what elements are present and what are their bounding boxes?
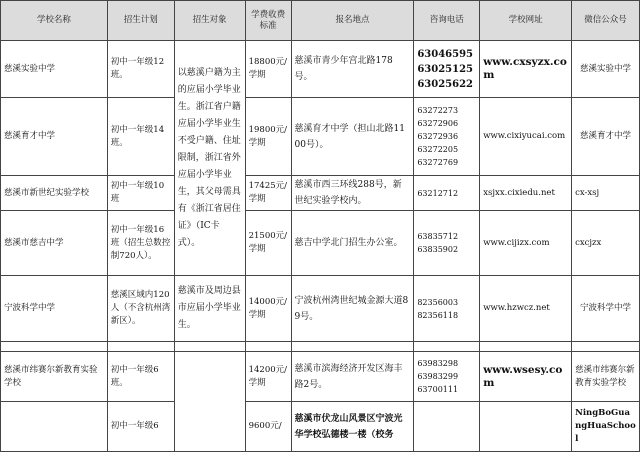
school-website[interactable]: www.cxsyzx.com [480,41,572,98]
school-website[interactable] [480,402,572,452]
table-row [1,176,640,211]
table-row [1,352,640,402]
phone-number: 63272769 [417,158,459,167]
enrollment-plan: 初中一年级6 [107,402,174,452]
phone-number: 63272906 [417,119,459,128]
school-website[interactable]: xsjxx.cixiedu.net [480,176,572,211]
tuition-fee: 14200元/学期 [245,352,291,402]
phone-number: 63212712 [414,176,480,211]
phone-list [414,211,480,276]
gap-cell [480,342,572,352]
tuition-fee: 17425元/学期 [245,176,291,211]
registration-address: 慈溪市青少年宫北路178号。 [291,41,414,98]
school-website[interactable]: www.cijizx.com [480,211,572,276]
gap-cell [1,342,108,352]
tuition-fee: 18800元/学期 [245,41,291,98]
school-website[interactable]: www.cixiyucai.com [480,98,572,176]
phone-number: 63983298 [417,359,459,368]
gap-cell [414,342,480,352]
registration-address: 慈溪市伏龙山风景区宁波光华学校弘德楼一楼（校务 [291,402,414,452]
phone-list [414,402,480,452]
gap-cell [107,342,174,352]
phone-number: 63835712 [417,232,459,241]
wechat-account: cx-xsj [572,176,640,211]
phone-number: 82356118 [417,310,459,320]
enrollment-target-shared: 以慈溪户籍为主的应届小学毕业生。浙江省户籍应届小学毕业生不受户籍、住址限制，浙江省外应届小学毕业生，其父母需具有《浙江省居住证》（IC卡式）。 [174,41,245,276]
phone-number: 63835902 [417,245,459,254]
phone-number: 63272273 [417,106,459,115]
phone-number: 63046595 [417,48,474,60]
header-row [1,1,640,41]
enrollment-plan: 初中一年级16班（招生总数控制720人）。 [107,211,174,276]
gap-cell [245,342,291,352]
wechat-account: 慈溪市纬赛尔新教育实验学校 [572,352,640,402]
phone-list [414,276,480,342]
wechat-account: 慈溪实验中学 [572,41,640,98]
gap-cell [174,342,245,352]
school-website[interactable]: www.wsesy.com [480,352,572,402]
school-name: 慈溪育才中学 [1,98,108,176]
wechat-account: 宁波科学中学 [572,276,640,342]
phone-list [414,41,480,98]
tuition-fee: 19800元/学期 [245,98,291,176]
table-row [1,98,640,176]
phone-list [414,98,480,176]
table-row [1,41,640,98]
registration-address: 慈溪市西三环线288号，新世纪实验学校内。 [291,176,414,211]
tuition-fee: 21500元/学期 [245,211,291,276]
enrollment-plan: 初中一年级14班。 [107,98,174,176]
header-wechat: 微信公众号 [572,1,640,41]
enrollment-target: 慈溪市及周边县市应届小学毕业生。 [174,276,245,342]
phone-list [414,352,480,402]
registration-address: 宁波杭州湾世纪城金源大道89号。 [291,276,414,342]
enrollment-plan: 初中一年级10班 [107,176,174,211]
registration-address: 慈溪育才中学（担山北路1100号）。 [291,98,414,176]
header-plan: 招生计划 [107,1,174,41]
tuition-fee: 9600元/ [245,402,291,452]
tuition-fee: 14000元/学期 [245,276,291,342]
wechat-account: NingBoGuangHuaSchool [572,402,640,452]
gap-cell [572,342,640,352]
table-gap [1,342,640,352]
enrollment-plan: 初中一年级12班。 [107,41,174,98]
school-name: 慈溪实验中学 [1,41,108,98]
registration-address: 慈溪市滨海经济开发区海丰路2号。 [291,352,414,402]
header-target: 招生对象 [174,1,245,41]
header-address: 报名地点 [291,1,414,41]
phone-number: 63983299 [417,372,459,381]
enrollment-plan: 初中一年级6班。 [107,352,174,402]
enrollment-plan: 慈溪区域内120人（不含杭州湾新区）。 [107,276,174,342]
wechat-account: cxcjzx [572,211,640,276]
header-website: 学校网址 [480,1,572,41]
school-name: 慈溪市慈吉中学 [1,211,108,276]
phone-number: 82356003 [417,297,459,307]
enrollment-target [174,352,245,452]
school-name [1,402,108,452]
registration-address: 慈吉中学北门招生办公室。 [291,211,414,276]
phone-number: 63272936 [417,132,459,141]
phone-number: 63272205 [417,145,459,154]
school-name: 慈溪市纬赛尔新教育实验学校 [1,352,108,402]
phone-number: 63700111 [417,385,459,394]
table-row [1,276,640,342]
header-phone: 咨询电话 [414,1,480,41]
wechat-account: 慈溪育才中学 [572,98,640,176]
phone-number: 63025622 [417,78,474,90]
gap-cell [291,342,414,352]
header-fee: 学费收费标准 [245,1,291,41]
table-row [1,402,640,452]
school-name: 宁波科学中学 [1,276,108,342]
table-row [1,211,640,276]
school-name: 慈溪市新世纪实验学校 [1,176,108,211]
school-website[interactable]: www.hzwcz.net [480,276,572,342]
phone-number: 63025125 [417,63,474,75]
header-school-name: 学校名称 [1,1,108,41]
